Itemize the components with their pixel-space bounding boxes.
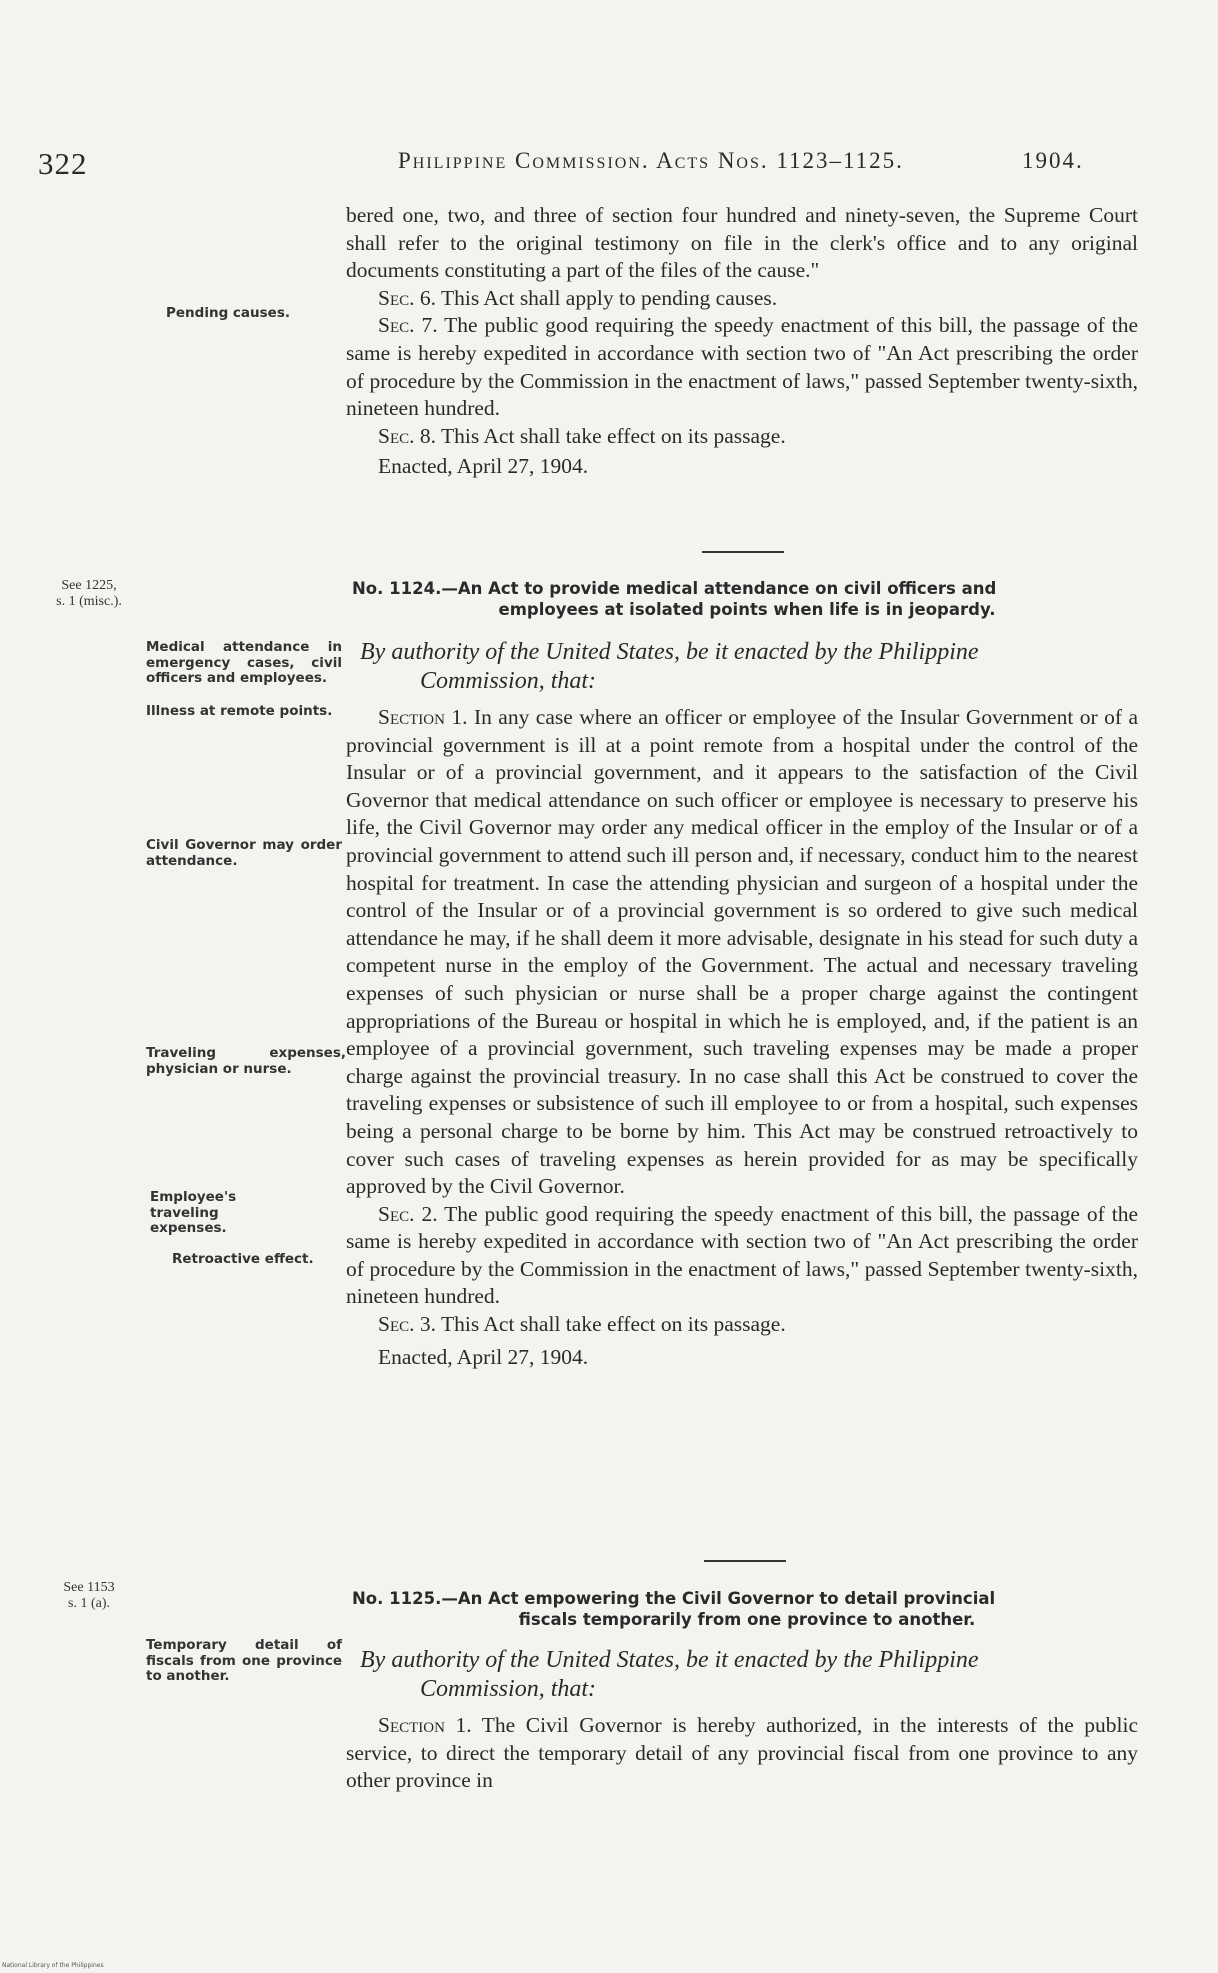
margin-note-illness-remote: Illness at remote points.: [146, 703, 333, 719]
section-text: The public good requiring the speedy enactment of this bill, the passage of the same is hereby expedited in accordance with section two of "An Act prescribing the order of procedure by the Commission in the enactment of laws," passed September twenty-sixth, nineteen hundred.: [346, 313, 1139, 421]
section-1: [346, 1712, 1138, 1795]
section-text: In any case where an officer or employee of the Insular Government or of a provincial government is ill at a point remote from a hospital under the control of the Insular or of a provincial government, and it appears to the satisfaction of the Civil Governor that medical attendance on such officer or employee is necessary to preserve his life, the Civil Governor may order any medical officer in the employ of the Insular or of a provincial government to attend such ill person and, if necessary, conduct him to the nearest hospital for treatment. In case the attending physician and surgeon of a hospital under the control of the Insular or of a provincial government is so ordered to give such medical attendance he may, if he shall deem it more advisable, designate in his stead for such duty a competent nurse in the employ of the Government. The actual and necessary traveling expenses of such physician or nurse shall be a proper charge against the contingent appropriations of the Bureau or hospital in which he is employed, and, if the patient is an employee of a provincial government, such traveling expenses may be made a proper charge against the provincial treasury. In no case shall this Act be construed to cover the traveling expenses or subsistence of such ill employee to or from a hospital, such expenses being a personal charge to be borne by him. This Act may be construed retroactively to cover such cases of traveling expenses as herein provided for as may be specifically approved by the Civil Governor.: [346, 705, 1138, 1199]
section-label: Sec. 2.: [378, 1201, 438, 1226]
see-note-line: s. 1 (a).: [68, 1595, 110, 1611]
act-heading-line: No. 1125.—An Act empowering the Civil Governor to detail provincial: [352, 1589, 996, 1608]
act-1125-enacting-clause: [360, 1646, 1140, 1704]
enacting-line: By authority of the United States, be it enacted by the Philippine: [360, 639, 979, 665]
scan-footer: National Library of the Philippines: [2, 1962, 104, 1969]
margin-note-medical-attendance: Medical attendance in emergency cases, civil officers and employees.: [146, 639, 342, 686]
section-label: Sec. 7.: [378, 313, 438, 338]
act-heading-line: fiscals temporarily from one province to another.: [518, 1610, 976, 1629]
section-label: Sec. 6.: [378, 285, 436, 310]
act-1123-continuation: [346, 202, 1138, 481]
section-label: Sec. 3.: [378, 1312, 436, 1337]
running-header-year: 1904.: [1022, 148, 1084, 173]
running-header-title: Philippine Commission. Acts Nos. 1123–1125.: [398, 148, 904, 173]
see-note-line: See 1225,: [61, 578, 117, 593]
enacting-line: Commission, that:: [420, 1676, 597, 1702]
section-text: The public good requiring the speedy enactment of this bill, the passage of the same is hereby expedited in accordance with section two of "An Act prescribing the order of procedure by the Commission in the enactment of laws," passed September twenty-sixth, nineteen hundred.: [346, 1201, 1139, 1309]
section-divider: [702, 551, 784, 553]
section-1: [346, 704, 1138, 1201]
act-1124-heading: [352, 578, 1142, 620]
act-1124-body: [346, 704, 1138, 1371]
act-heading-line: No. 1124.—An Act to provide medical attendance on civil officers and: [352, 579, 997, 598]
section-2: [346, 1201, 1138, 1311]
section-label: Section 1.: [378, 705, 468, 729]
section-3: [346, 1311, 1138, 1339]
enacting-line: Commission, that:: [420, 668, 597, 694]
section-text: This Act shall take effect on its passage.: [436, 423, 786, 448]
section-8: [346, 423, 1138, 451]
enacted-date: Enacted, April 27, 1904.: [378, 1344, 589, 1369]
section-text: This Act shall take effect on its passage.: [436, 1312, 786, 1337]
act-heading-line: employees at isolated points when life is in jeopardy.: [498, 600, 996, 619]
section-text: The Civil Governor is hereby authorized, in the interests of the public service, to direct the temporary detail of any provincial fiscal from one province to any other province in: [346, 1713, 1139, 1793]
see-note-line: See 1153: [63, 1580, 115, 1595]
page-number: 322: [38, 146, 88, 181]
section-6: [346, 285, 1138, 313]
enacting-line: By authority of the United States, be it enacted by the Philippine: [360, 1647, 979, 1673]
section-label: Sec. 8.: [378, 423, 436, 448]
margin-note-traveling-expenses: Traveling expenses, physician or nurse.: [146, 1045, 346, 1077]
margin-see-note: [34, 578, 144, 609]
section-label: Section 1.: [378, 1713, 472, 1737]
act-1125-body: [346, 1712, 1138, 1795]
margin-note-temporary-detail: Temporary detail of fiscals from one province to another.: [146, 1637, 342, 1684]
margin-note-retroactive: Retroactive effect.: [172, 1251, 314, 1267]
act-1125-heading: [352, 1588, 1142, 1630]
section-7: [346, 312, 1138, 422]
section-text: This Act shall apply to pending causes.: [436, 285, 778, 310]
act-1124-enacting-clause: [360, 638, 1140, 696]
section-divider: [704, 1560, 786, 1562]
margin-note-civil-governor: Civil Governor may order attendance.: [146, 837, 342, 869]
paragraph-continuation: bered one, two, and three of section four hundred and ninety-seven, the Supreme Court shall refer to the original testimony on file in the clerk's office and to any original documents constituting a part of the files of the cause.": [346, 203, 1138, 283]
margin-note-employees-traveling: Employee's traveling expenses.: [150, 1189, 237, 1236]
enacted-date: Enacted, April 27, 1904.: [378, 454, 589, 479]
margin-note-pending-causes: Pending causes.: [166, 305, 291, 321]
see-note-line: s. 1 (misc.).: [56, 593, 122, 609]
margin-see-note: [34, 1580, 144, 1611]
